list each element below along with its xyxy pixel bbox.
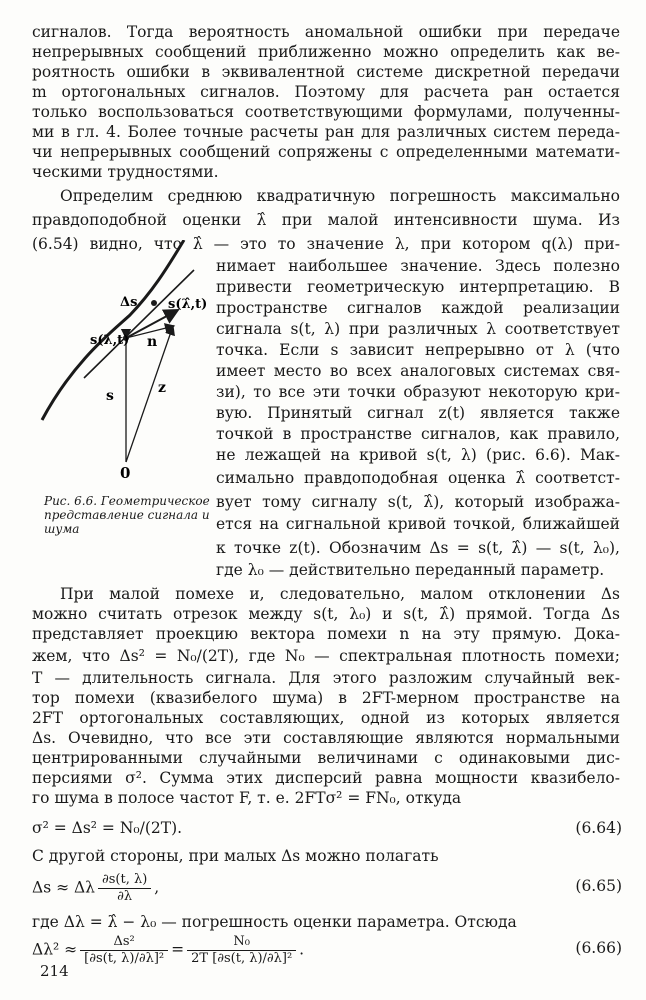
text-line: только воспользоваться соответствующими формулами, полученны- — [32, 103, 620, 121]
text-line: жем, что Δs² = N₀/(2T), где N₀ — спектральная плотность помехи; — [32, 647, 620, 665]
text-line: сигнала s(t, λ) при различных λ соответствует — [216, 320, 620, 338]
text-line: вует тому сигналу s(t, λ̂), который изобража- — [216, 493, 620, 511]
fraction-numerator: N₀ — [187, 934, 296, 951]
point-curve — [151, 300, 157, 306]
fraction-denominator: 2T [∂s(t, λ)/∂λ]² — [191, 951, 293, 966]
text-line: можно считать отрезок между s(t, λ₀) и s(t, λ̂) прямой. Тогда Δs — [32, 605, 620, 623]
text-line: ми в гл. 4. Более точные расчеты pан для различных систем переда- — [32, 123, 620, 141]
text-line: центрированными случайными величинами с одинаковыми дис- — [32, 749, 620, 767]
fraction-numerator: Δs² — [80, 934, 168, 951]
text-line: го шума в полосе частот F, т. е. 2FTσ² = FN₀, откуда — [32, 789, 462, 807]
text-line: не лежащей на кривой s(t, λ) (рис. 6.6). Мак- — [216, 446, 620, 464]
label-s-lambda-t: s(λ,t) — [90, 333, 130, 348]
equation-number: (6.64) — [575, 819, 622, 837]
text-line: m ортогональных сигналов. Поэтому для расчета pан остается — [32, 83, 620, 101]
text-line: Δs. Очевидно, что все эти составляющие являются нормальными — [32, 729, 620, 747]
text-line: (6.54) видно, что λ̂ — это то значение λ, при котором q(λ) при- — [32, 235, 620, 253]
figure-6-6 — [34, 240, 214, 490]
fraction-numerator: ∂s(t, λ) — [98, 872, 151, 889]
text-line: T — длительность сигнала. Для этого разложим случайный век- — [32, 669, 620, 687]
text-line: 2FT ортогональных составляющих, одной из которых является — [32, 709, 620, 727]
text-line: где λ₀ — действительно переданный параметр. — [216, 561, 605, 579]
text-line: где Δλ = λ̂ − λ₀ — погрешность оценки параметра. Отсюда — [32, 913, 517, 931]
equation-number: (6.66) — [575, 939, 622, 957]
text-line: ется на сигнальной кривой точкой, ближайшей — [216, 515, 620, 533]
equation-number: (6.65) — [575, 877, 622, 895]
equation-6-66 — [32, 934, 622, 974]
text-line: непрерывных сообщений приближенно можно определить как ве- — [32, 43, 620, 61]
text-line: пространстве сигналов каждой реализации — [216, 299, 620, 317]
text-line: Определим среднюю квадратичную погрешность максимально — [60, 187, 620, 205]
label-origin: 0 — [120, 464, 131, 482]
equation-expression — [32, 934, 304, 967]
text-line: вую. Принятый сигнал z(t) является также — [216, 404, 620, 422]
signal-noise-diagram — [34, 240, 214, 490]
page-number: 214 — [40, 962, 69, 980]
equation-fraction — [187, 934, 296, 967]
text-line: ческими трудностями. — [32, 163, 219, 181]
text-line: При малой помехе и, следовательно, малом отклонении Δs — [60, 585, 620, 603]
figure-caption: Рис. 6.6. Геометрическое представление сигнала и шума — [44, 494, 210, 536]
text-line: привести геометрическую интерпретацию. В — [216, 278, 620, 296]
text-line: сигналов. Тогда вероятность аномальной ошибки при передаче — [32, 23, 620, 41]
equation-fraction — [80, 934, 168, 967]
text-line: роятность ошибки в эквивалентной системе дискретной передачи — [32, 63, 620, 81]
equation-fraction — [98, 872, 151, 905]
fraction-denominator: [∂s(t, λ)/∂λ]² — [84, 951, 165, 966]
equation-expression — [32, 872, 159, 905]
text-line: персиями σ². Сумма этих дисперсий равна мощности квазибело- — [32, 769, 620, 787]
text-line: нимает наибольшее значение. Здесь полезно — [216, 257, 620, 275]
text-line: точка. Если s зависит непрерывно от λ (что — [216, 341, 620, 359]
text-line: чи непрерывных сообщений сопряжены с определенными математи- — [32, 143, 620, 161]
equation-6-65 — [32, 868, 622, 908]
equation-expression: σ² = Δs² = N₀/(2T). — [32, 819, 183, 837]
equation-tail: . — [299, 940, 305, 959]
text-line: точкой в пространстве сигналов, как правило, — [216, 425, 620, 443]
text-line: к точке z(t). Обозначим Δs = s(t, λ̂) — s(t, λ₀), — [216, 539, 620, 557]
text-line: правдоподобной оценки λ̂ при малой интенсивности шума. Из — [32, 211, 620, 229]
text-line: зи), то все эти точки образуют некоторую кри- — [216, 383, 620, 401]
label-n: n — [147, 334, 158, 350]
label-s-hat: s(λ̂,t) — [168, 297, 208, 312]
label-z: z — [158, 380, 166, 396]
label-delta-s: Δs — [120, 295, 138, 310]
equation-lhs: Δs ≈ Δλ — [32, 878, 96, 897]
tangent-line — [84, 270, 194, 378]
equation-tail: , — [154, 878, 160, 897]
text-line: тор помехи (квазибелого шума) в 2FT-мерном пространстве на — [32, 689, 620, 707]
text-line: С другой стороны, при малых Δs можно полагать — [32, 847, 439, 865]
label-s: s — [106, 388, 114, 404]
fraction-denominator: ∂λ — [117, 889, 133, 904]
equals-sign: = — [171, 940, 185, 959]
text-line: имеет место во всех аналоговых системах свя- — [216, 362, 620, 380]
equation-lhs: Δλ² ≈ — [32, 940, 78, 959]
text-line: симально правдоподобная оценка λ̂ соответст- — [216, 469, 620, 487]
text-line: представляет проекцию вектора помехи n на эту прямую. Дока- — [32, 625, 620, 643]
